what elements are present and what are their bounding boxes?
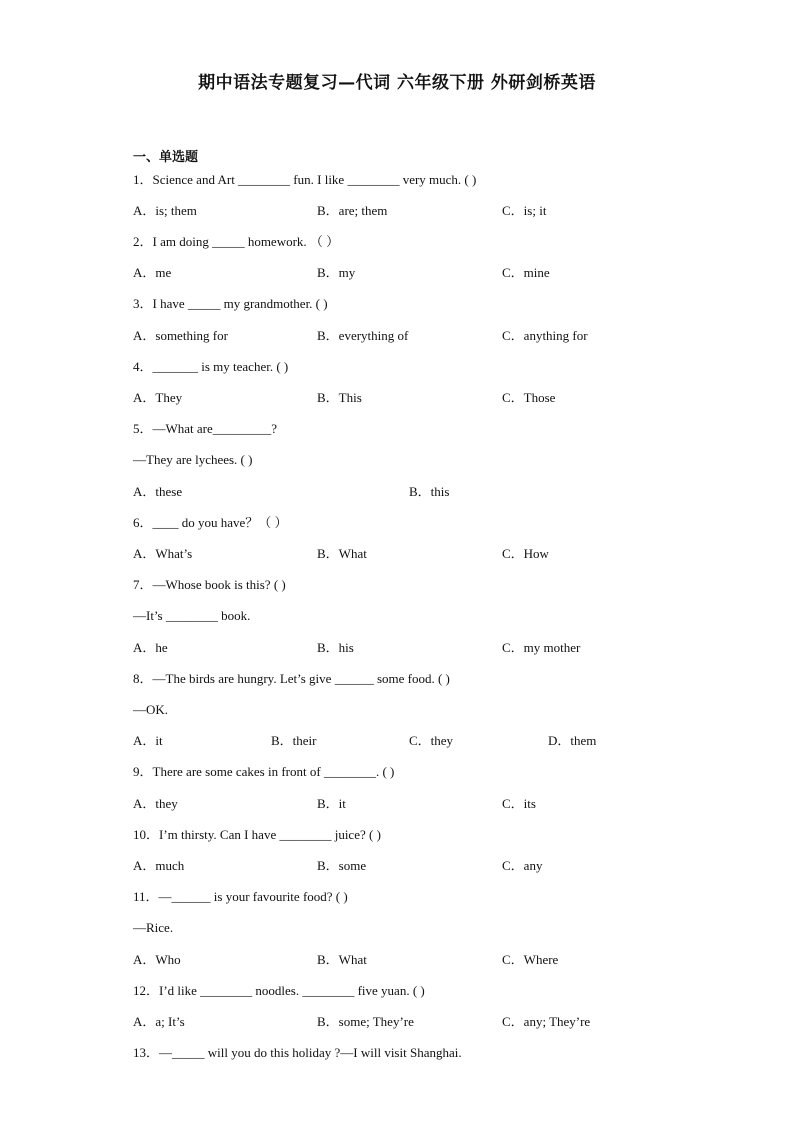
question-8: 8．—The birds are hungry. Let’s give ______ some food. ( )	[133, 671, 450, 686]
q5-option-b: B．this	[409, 484, 450, 499]
q9-option-a: A．they	[133, 796, 178, 811]
question-2: 2．I am doing _____ homework. （ ）	[133, 234, 340, 249]
q9-option-c: C．its	[502, 796, 536, 811]
q7-option-c: C．my mother	[502, 640, 581, 655]
q2-option-a: A．me	[133, 265, 172, 280]
q1-option-c: C．is; it	[502, 203, 547, 218]
q2-option-c: C．mine	[502, 265, 550, 280]
q1-option-a: A．is; them	[133, 203, 197, 218]
q10-option-c: C．any	[502, 858, 543, 873]
question-6: 6．____ do you have？（ ）	[133, 515, 288, 530]
q4-option-a: A．They	[133, 390, 183, 405]
q4-option-b: B．This	[317, 390, 362, 405]
q9-option-b: B．it	[317, 796, 346, 811]
page-title: 期中语法专题复习—代词 六年级下册 外研剑桥英语	[198, 73, 596, 93]
q3-option-a: A．something for	[133, 328, 228, 343]
q11-option-c: C．Where	[502, 952, 559, 967]
question-1: 1．Science and Art ________ fun. I like ________ very much. ( )	[133, 172, 477, 187]
q6-option-c: C．How	[502, 546, 549, 561]
question-11-line-2: —Rice.	[133, 920, 174, 935]
q10-option-a: A．much	[133, 858, 185, 873]
question-13: 13．—_____ will you do this holiday ?—I will visit Shanghai.	[133, 1045, 462, 1060]
question-5-line-2: —They are lychees. ( )	[133, 452, 253, 467]
question-3: 3．I have _____ my grandmother. ( )	[133, 296, 328, 311]
question-9: 9．There are some cakes in front of ________. ( )	[133, 764, 395, 779]
question-8-line-2: —OK.	[133, 702, 169, 717]
q8-option-c: C．they	[409, 733, 454, 748]
question-7-line-2: —It’s ________ book.	[133, 608, 251, 623]
q10-option-b: B．some	[317, 858, 367, 873]
q6-option-a: A．What’s	[133, 546, 193, 561]
section-heading: 一、单选题	[133, 150, 199, 165]
q12-option-a: A．a; It’s	[133, 1014, 185, 1029]
question-7: 7．—Whose book is this? ( )	[133, 577, 286, 592]
q8-option-a: A．it	[133, 733, 163, 748]
q12-option-c: C．any; They’re	[502, 1014, 591, 1029]
q12-option-b: B．some; They’re	[317, 1014, 414, 1029]
q7-option-b: B．his	[317, 640, 354, 655]
question-5: 5．—What are_________?	[133, 421, 278, 436]
q8-option-d: D．them	[548, 733, 597, 748]
q2-option-b: B．my	[317, 265, 356, 280]
q4-option-c: C．Those	[502, 390, 556, 405]
q11-option-b: B．What	[317, 952, 367, 967]
q6-option-b: B．What	[317, 546, 367, 561]
q5-option-a: A．these	[133, 484, 183, 499]
q11-option-a: A．Who	[133, 952, 181, 967]
question-11: 11．—______ is your favourite food? ( )	[133, 889, 348, 904]
q3-option-b: B．everything of	[317, 328, 409, 343]
q8-option-b: B．their	[271, 733, 317, 748]
question-12: 12．I’d like ________ noodles. ________ five yuan. ( )	[133, 983, 425, 998]
q3-option-c: C．anything for	[502, 328, 588, 343]
question-4: 4．_______ is my teacher. ( )	[133, 359, 289, 374]
q1-option-b: B．are; them	[317, 203, 388, 218]
q7-option-a: A．he	[133, 640, 168, 655]
question-10: 10．I’m thirsty. Can I have ________ juice? ( )	[133, 827, 381, 842]
